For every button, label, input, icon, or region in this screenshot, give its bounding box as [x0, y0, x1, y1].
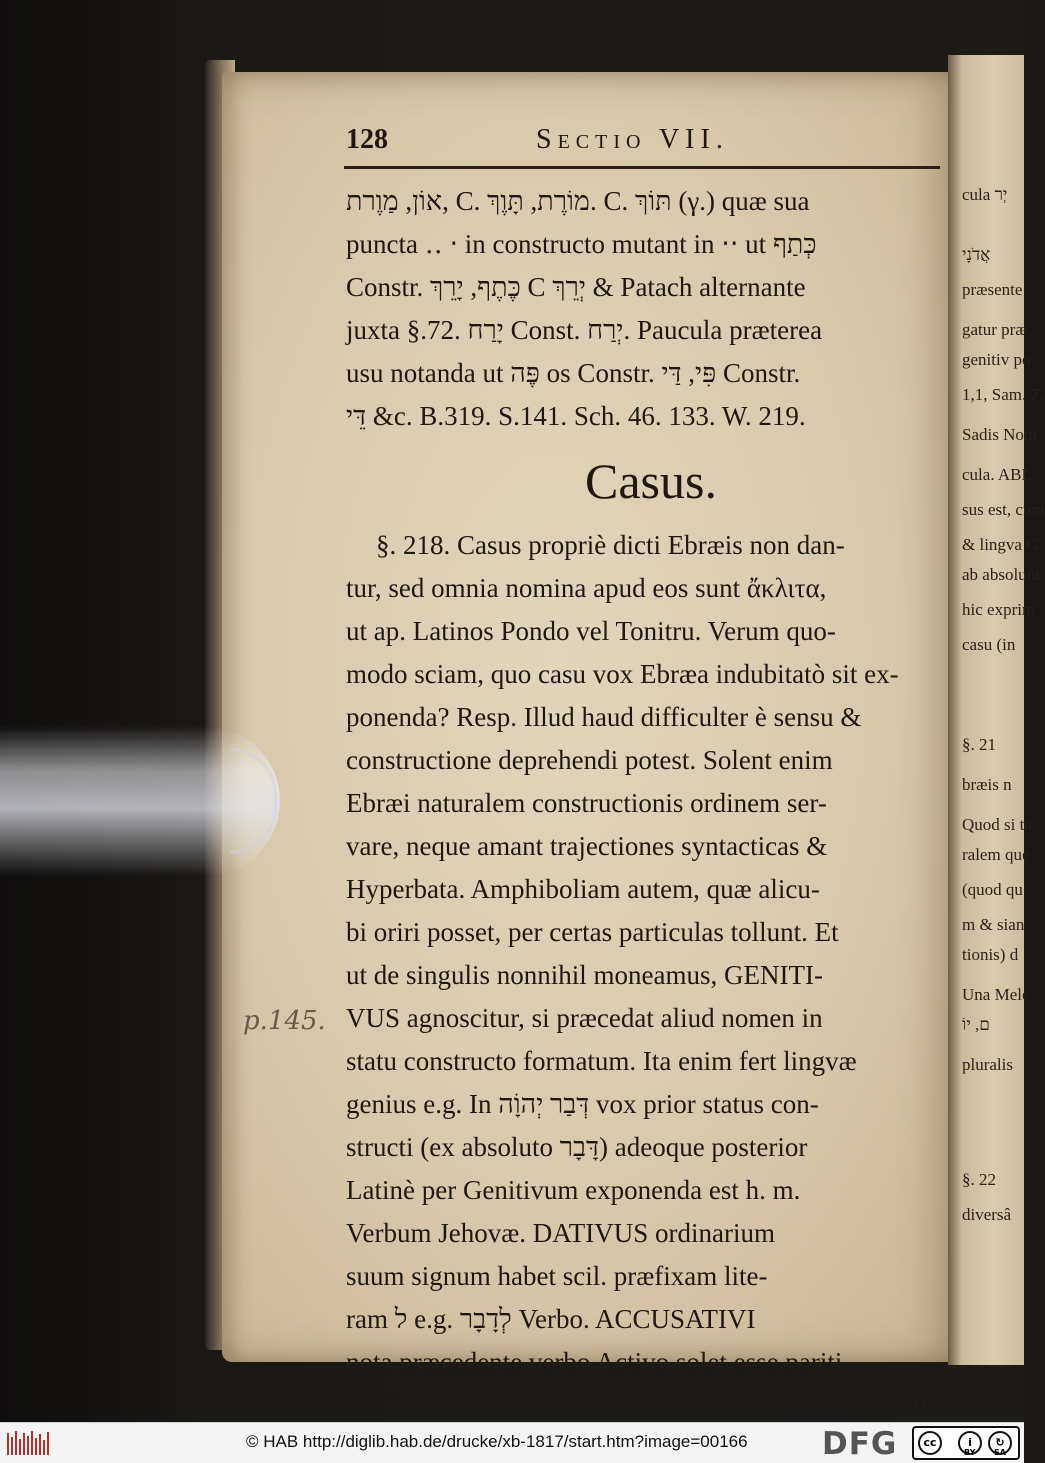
facing-page-text: gatur præ [962, 320, 1027, 339]
hab-logo-icon [6, 1429, 50, 1457]
body-line: Verbum Jehovæ. DATIVUS ordinarium [346, 1218, 775, 1248]
text-line: אוֹן, מַוֶרת, C. מוֹרֶת, תָּוֶךְ. C. תּוֹךְ (γ.) quæ sua [346, 186, 810, 216]
facing-page-text: genitiv po [962, 350, 1031, 369]
text-line: puncta ‥ ‧ in constructo mutant in ‧‧ ut כְּתַף [346, 229, 817, 259]
footer-bar [0, 1422, 1024, 1463]
facing-page-text: Una Mele [962, 985, 1030, 1004]
facing-page-text: hic exprim [962, 600, 1036, 619]
text-line: juxta §.72. יָרַח Const. יְרַח. Paucula præterea [346, 315, 823, 345]
body-line: genius e.g. In דְּבַר יְהוָֹה vox prior status con- [346, 1089, 819, 1119]
body-line: Ebræi naturalem constructionis ordinem ser- [346, 788, 827, 818]
sa-icon: ↻ [988, 1431, 1012, 1455]
facing-page-text: §. 21 [962, 735, 996, 754]
by-label: BY [964, 1448, 976, 1457]
body-line: nota præcedente verbo Activo solet esse pariti- [346, 1347, 852, 1377]
cc-icon: cc [918, 1431, 942, 1455]
facing-page-text: אֲדֹנָי [962, 245, 991, 264]
text-line: Constr. כֶּתֶף, יָרֵךְ C יְרֵךְ & Patach alternante [346, 272, 806, 302]
page-number: 128 [346, 124, 388, 155]
body-line: bi oriri posset, per certas particulas tollunt. Et [346, 917, 839, 947]
dfg-logo: DFG [822, 1426, 898, 1462]
body-line: modo sciam, quo casu vox Ebræa indubitatò sit ex- [346, 659, 899, 689]
body-line: tur, sed omnia nomina apud eos sunt ἄκλιτα, [346, 573, 827, 603]
sa-label: SA [994, 1448, 1006, 1457]
page-text [346, 180, 936, 1427]
facing-page-text: præsente [962, 280, 1023, 299]
facing-page-text: pluralis [962, 1055, 1013, 1074]
facing-page-text: & lingva G [962, 535, 1039, 554]
body-line: ponenda? Resp. Illud haud difficulter è sensu & [346, 702, 862, 732]
section-heading: Casus. [585, 453, 717, 509]
body-line: ut de singulis nonnihil moneamus, GENITI- [346, 960, 823, 990]
facing-page-text: 1,1, Sam. 7. [962, 385, 1044, 404]
body-line: constructione deprehendi potest. Solent enim [346, 745, 833, 775]
body-line: ut ap. Latinos Pondo vel Tonitru. Verum quo- [346, 616, 836, 646]
body-line: Hyperbata. Amphiboliam autem, quæ alicu- [346, 874, 820, 904]
facing-page-text: diversâ [962, 1205, 1012, 1224]
running-title: Sectio VII. [536, 124, 729, 155]
body-line: vare, neque amant trajectiones syntacticas & [346, 831, 828, 861]
facing-page-text: Sadis Nom [962, 425, 1038, 444]
running-head [346, 124, 942, 164]
license-badge[interactable] [912, 1426, 1020, 1460]
facing-page-text: casu (in [962, 635, 1016, 654]
facing-page-text: ralem que [962, 845, 1030, 864]
source-link[interactable]: © HAB http://diglib.hab.de/drucke/xb-1817/start.htm?image=00166 [246, 1432, 748, 1451]
marginal-note: p.145. [243, 1006, 326, 1036]
body-line: ram ל e.g. לְדָבָר Verbo. ACCUSATIVI [346, 1304, 756, 1334]
body-line: structi (ex absoluto דָּבָר) adeoque posterior [346, 1132, 808, 1162]
facing-page-fragment [948, 55, 1045, 1365]
facing-page-text: ab absolutu [962, 565, 1040, 584]
body-line: VUS agnoscitur, si præcedat aliud nomen in [346, 1003, 823, 1033]
facing-page-text: m & sian [962, 915, 1025, 934]
text-line: usu notanda ut פֶּה os Constr. פִּי, דַּי Constr. [346, 358, 801, 388]
facing-page-text: bræis n [962, 775, 1012, 794]
facing-page-text: Quod si ta [962, 815, 1032, 834]
by-icon: i [958, 1431, 982, 1455]
facing-page-text: tionis) d [962, 945, 1019, 964]
catchword: cula [891, 1390, 936, 1420]
facing-page-text: cula יְר [962, 185, 1008, 204]
facing-page-text: (quod qu [962, 880, 1023, 899]
body-line: §. 218. Casus propriè dicti Ebræis non dan- [376, 530, 845, 560]
facing-page-text: §. 22 [962, 1170, 996, 1189]
facing-page-text: sus est, cum [962, 500, 1045, 519]
body-line: statu constructo formatum. Ita enim fert lingvæ [346, 1046, 857, 1076]
header-rule [344, 166, 940, 169]
body-line: Latinè per Genitivum exponenda est h. m. [346, 1175, 801, 1205]
facing-page-text: cula. ABL [962, 465, 1032, 484]
facing-page-text: ם, יוֹ [962, 1015, 990, 1034]
text-line: דֵּי &c. B.319. S.141. Sch. 46. 133. W. 219. [346, 401, 806, 431]
body-line: suum signum habet scil. præfixam lite- [346, 1261, 768, 1291]
